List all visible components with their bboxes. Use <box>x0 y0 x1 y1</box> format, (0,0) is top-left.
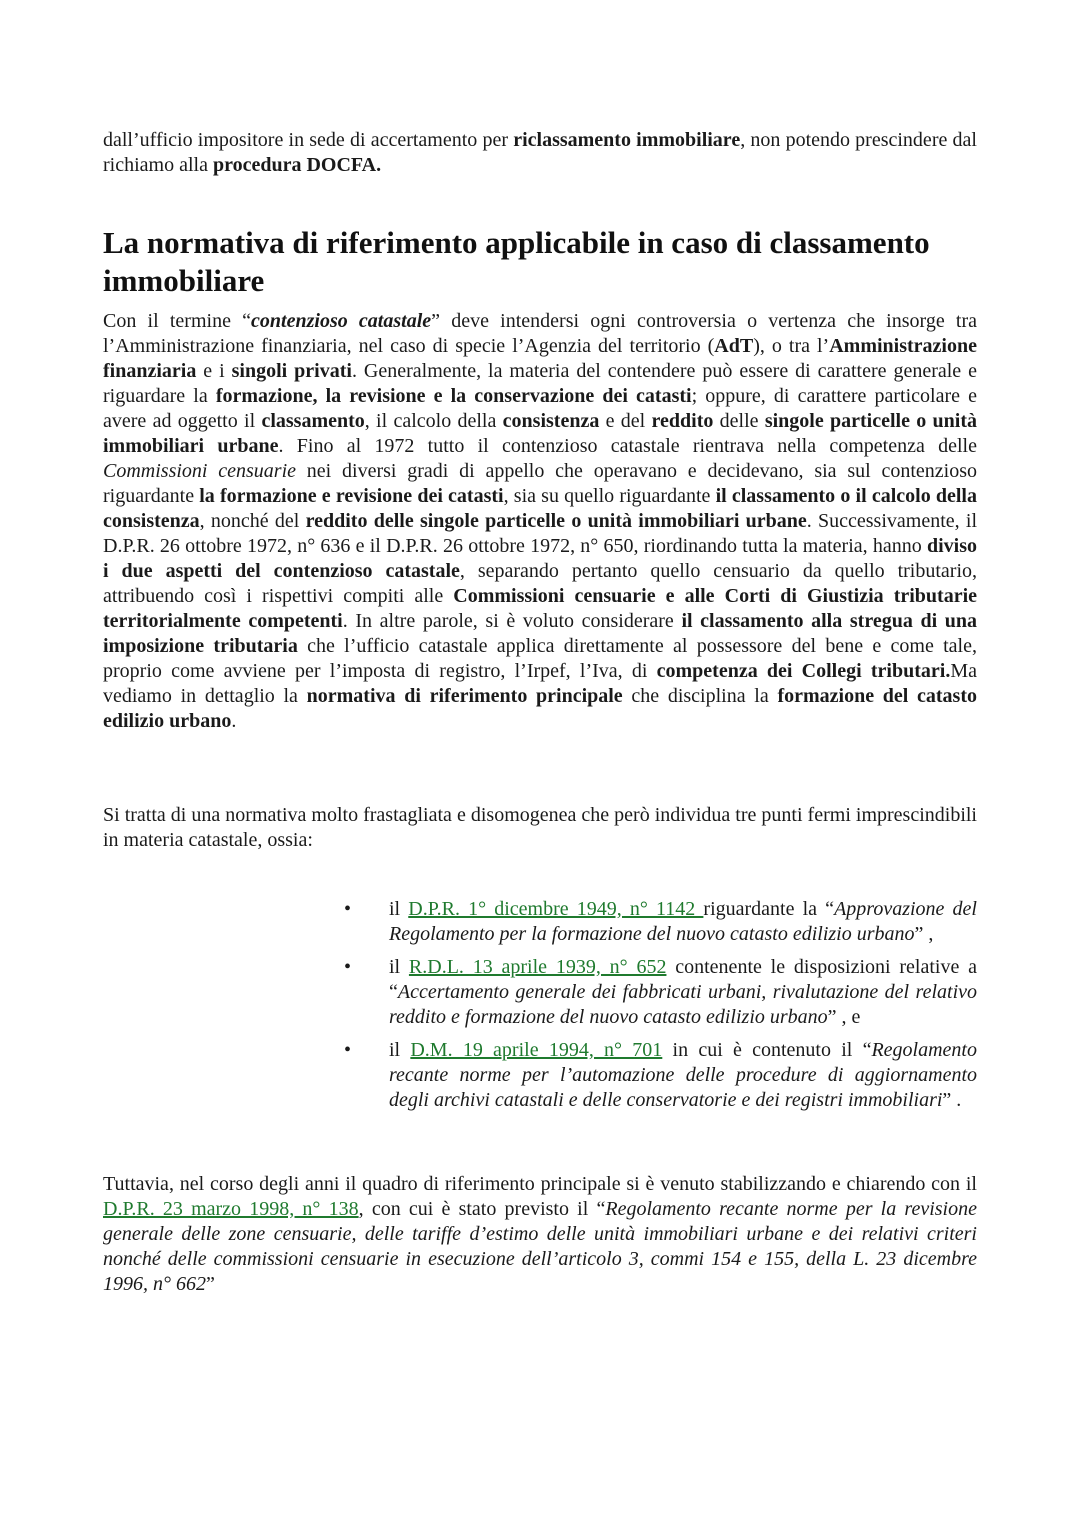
p1-classamento-2: il classamento o il calcolo della consistenza <box>103 485 977 532</box>
bullet-icon: • <box>344 956 352 978</box>
list-item <box>344 897 977 947</box>
ref-post: ” . <box>942 1089 962 1111</box>
p3-title: Regolamento recante norme per la revisione generale delle zone censuarie, delle tariffe d’estimo delle unità immobiliari urbane e dei relativi criteri nonché delle commissioni censuarie in esecuzione dell’articolo 3, commi 154 e 155, della L. 23 dicembre 1996, n° 662 <box>103 1198 977 1295</box>
p1-formazione: formazione, la revisione e la conservazione dei catasti <box>215 385 692 407</box>
p1-s8: e del <box>599 410 652 432</box>
p1-s6: ; oppure, di carattere particolare e avere ad oggetto il <box>103 385 977 432</box>
ref-pre: il <box>389 956 409 978</box>
p1-commissioni-2: Commissioni censuarie e alle Corti di Giustizia tributarie territorialmente competenti <box>103 585 977 632</box>
intro-text-1: dall’ufficio impositore in sede di accertamento per <box>103 129 514 151</box>
p1-commissioni-censuarie: Commissioni censuarie <box>103 460 297 482</box>
section-heading: La normativa di riferimento applicabile in caso di classamento immobiliare <box>103 225 930 298</box>
p1-s2: ” deve intendersi ogni controversia o vertenza che insorge tra l’Amministrazione finanziaria, nel caso di specie l’Agenzia del territorio ( <box>103 310 977 357</box>
p1-s7: , il calcolo della <box>364 410 503 432</box>
ref-title: Regolamento recante norme per l’automazione delle procedure di aggiornamento degli archivi catastali e delle conservatorie e dei registri immobiliari <box>389 1039 977 1111</box>
p1-reddito: reddito <box>651 410 714 432</box>
p1-s4: e i <box>196 360 232 382</box>
p1-s15: , separando pertanto quello censuario da quello tributario, attribuendo così i rispettivi compiti alle <box>103 560 978 607</box>
link-rdl-652[interactable]: R.D.L. 13 aprile 1939, n° 652 <box>408 956 667 978</box>
ref-mid: contenente le disposizioni relative a “ <box>389 956 978 1003</box>
list-item <box>344 1038 977 1113</box>
link-dm-701[interactable]: D.M. 19 aprile 1994, n° 701 <box>410 1039 663 1061</box>
p1-s11: nei diversi gradi di appello che operavano e decidevano, sia sul contenzioso riguardante <box>103 460 977 507</box>
p1-particelle: singole particelle o unità immobiliari urbane <box>103 410 978 457</box>
p1-reddito-2: reddito delle singole particelle o unità immobiliari urbane <box>305 510 807 532</box>
link-dpr-1142[interactable]: D.P.R. 1° dicembre 1949, n° 1142 <box>408 898 704 920</box>
p1-amministrazione: Amministrazione finanziaria <box>103 335 977 382</box>
p1-s10: . Fino al 1972 tutto il contenzioso catastale rientrava nella competenza delle <box>278 435 977 457</box>
p1-privati: singoli privati <box>231 360 352 382</box>
ref-mid: riguardante la “ <box>703 898 835 920</box>
ref-post: ” , e <box>827 1006 861 1028</box>
p1-normativa: normativa di riferimento principale <box>306 685 623 707</box>
ref-title: Accertamento generale dei fabbricati urbani, rivalutazione del relativo reddito e formazione del nuovo catasto edilizio urbano <box>389 981 977 1028</box>
p1-s16: . In altre parole, si è voluto considerare <box>342 610 682 632</box>
ref-pre: il <box>389 898 409 920</box>
intro-text-2: , non potendo prescindere dal richiamo alla <box>103 129 977 176</box>
ref-post: ” , <box>914 923 934 945</box>
p1-s19: che disciplina la <box>622 685 778 707</box>
p1-classamento-3: il classamento alla stregua di una imposizione tributaria <box>103 610 978 657</box>
p3-s3: ” <box>206 1273 215 1295</box>
p1-catasto: formazione del catasto edilizio urbano <box>103 685 978 732</box>
p1-formazione-2: la formazione e revisione dei catasti <box>199 485 504 507</box>
intro-bold-1: riclassamento immobiliare <box>513 129 741 151</box>
references-list <box>344 897 978 1113</box>
p1-adt: AdT <box>714 335 754 357</box>
p1-collegi: competenza dei Collegi tributari. <box>656 660 951 682</box>
p3-s1: Tuttavia, nel corso degli anni il quadro di riferimento principale si è venuto stabilizzando e chiarendo con il <box>103 1173 977 1195</box>
p3-s2: , con cui è stato previsto il “ <box>358 1198 606 1220</box>
bullet-icon: • <box>344 898 352 920</box>
second-paragraph: Si tratta di una normativa molto frastagliata e disomogenea che però individua tre punti fermi imprescindibili in materia catastale, ossia: <box>103 804 977 851</box>
list-item <box>344 955 978 1030</box>
bullet-icon: • <box>344 1039 352 1061</box>
p1-s17: che l’ufficio catastale applica direttamente al possessore del bene e come tale, proprio come avviene per l’imposta di registro, l’Irpef, l’Iva, di <box>103 635 977 682</box>
ref-mid: in cui è contenuto il “ <box>662 1039 872 1061</box>
p1-s20: . <box>231 710 237 732</box>
p1-s5: . Generalmente, la materia del contendere può essere di carattere generale e riguardare la <box>103 360 977 407</box>
intro-bold-2: procedura DOCFA. <box>212 154 382 176</box>
final-paragraph <box>103 1172 977 1297</box>
p1-s3: ), o tra l’ <box>753 335 830 357</box>
intro-paragraph <box>103 128 977 178</box>
p1-consistenza: consistenza <box>502 410 600 432</box>
p1-s12: , sia su quello riguardante <box>503 485 716 507</box>
p1-s18: Ma vediamo in dettaglio la <box>103 660 977 707</box>
main-paragraph <box>103 309 977 734</box>
link-dpr-138[interactable]: D.P.R. 23 marzo 1998, n° 138 <box>103 1198 359 1220</box>
p1-s1: Con il termine “ <box>103 310 252 332</box>
ref-pre: il <box>389 1039 411 1061</box>
p1-diviso: diviso i due aspetti del contenzioso catastale <box>103 535 977 582</box>
p1-s9: delle <box>713 410 765 432</box>
ref-title: Approvazione del Regolamento per la formazione del nuovo catasto edilizio urbano <box>389 898 977 945</box>
p1-s14: . Successivamente, il D.P.R. 26 ottobre 1972, n° 636 e il D.P.R. 26 ottobre 1972, n° 650, riordinando tutta la materia, hanno <box>103 510 977 557</box>
p1-s13: , nonché del <box>199 510 306 532</box>
p1-classamento: classamento <box>261 410 365 432</box>
p1-term-contenzioso: contenzioso catastale <box>251 310 432 332</box>
